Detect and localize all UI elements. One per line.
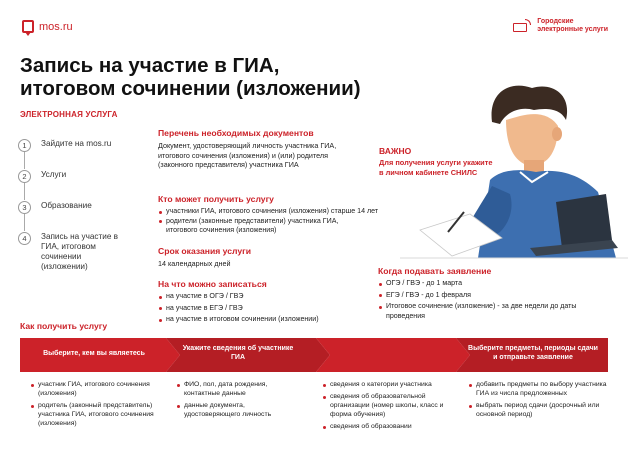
step-number: 2 xyxy=(18,170,31,183)
list-item: сведения об образовательной организации (номер школы, класс и форма обучения) xyxy=(322,392,450,419)
list-item: добавить предметы по выбору участника ГИА из числа предложенных xyxy=(468,380,608,398)
list-item: данные документа, удостоверяющего личность xyxy=(176,401,298,419)
important-text: Для получения услуги укажите в личном кабинете СНИЛС xyxy=(379,158,493,177)
list-item: ФИО, пол, дата рождения, контактные данные xyxy=(176,380,298,398)
list-item: участник ГИА, итогового сочинения (изложения) xyxy=(30,380,158,398)
step-text: Образование xyxy=(41,201,92,210)
documents-heading: Перечень необходимых документов xyxy=(158,128,314,138)
list-item: на участие в ОГЭ / ГВЭ xyxy=(158,292,368,302)
mos-logo-icon xyxy=(22,20,34,33)
stage-label: Выберите предметы, периоды сдачи и отправьте заявление xyxy=(468,345,598,361)
step-connector xyxy=(24,213,25,231)
logo-text: mos.ru xyxy=(39,20,73,33)
list-item: участники ГИА, итогового сочинения (изложения) старше 14 лет xyxy=(158,207,428,217)
list-item: родители (законные представители) участника ГИА, итогового сочинения (изложения) xyxy=(158,217,368,236)
how-heading: Как получить услугу xyxy=(20,321,108,331)
list-item: ОГЭ / ГВЭ - до 1 марта xyxy=(378,279,608,289)
documents-section xyxy=(158,128,358,170)
step-2 xyxy=(18,170,131,183)
list-item: на участие в итоговом сочинении (изложении) xyxy=(158,315,368,325)
term-section xyxy=(158,246,251,269)
list-item: сведения об образовании xyxy=(322,422,450,431)
term-text: 14 календарных дней xyxy=(158,259,231,268)
important-heading: ВАЖНО xyxy=(379,146,412,156)
important-note xyxy=(379,146,499,177)
subtitle: ЭЛЕКТРОННАЯ УСЛУГА xyxy=(20,110,118,119)
who-heading: Кто может получить услугу xyxy=(158,194,274,204)
gu-line2: электронные услуги xyxy=(537,26,608,33)
term-heading: Срок оказания услуги xyxy=(158,246,251,256)
gu-logo[interactable] xyxy=(511,18,608,34)
signup-heading: На что можно записаться xyxy=(158,279,267,289)
how-col-2 xyxy=(176,380,298,422)
list-item: сведения о категории участника xyxy=(322,380,450,389)
title-line2: итоговом сочинении (изложении) xyxy=(20,77,361,100)
how-col-4 xyxy=(468,380,608,422)
signup-section xyxy=(158,279,368,325)
step-connector xyxy=(24,151,25,169)
how-col-1 xyxy=(30,380,158,431)
when-heading: Когда подавать заявление xyxy=(378,266,492,276)
step-3 xyxy=(18,201,131,214)
list-item: Итоговое сочинение (изложение) - за две недели до даты проведения xyxy=(378,302,608,321)
step-text: Услуги xyxy=(41,170,67,179)
step-text: Зайдите на mos.ru xyxy=(41,139,112,148)
stage-label: Выберите, кем вы являетесь xyxy=(43,350,145,357)
step-number: 3 xyxy=(18,201,31,214)
step-1 xyxy=(18,139,131,152)
step-number: 1 xyxy=(18,139,31,152)
title-line1: Запись на участие в ГИА, xyxy=(20,54,280,77)
step-number: 4 xyxy=(18,232,31,245)
gu-text xyxy=(537,18,608,34)
list-item: родитель (законный представитель) участника ГИА, итогового сочинения (изложения) xyxy=(30,401,158,428)
step-4 xyxy=(18,232,127,272)
list-item: на участие в ЕГЭ / ГВЭ xyxy=(158,304,368,314)
how-col-3 xyxy=(322,380,450,434)
list-item: ЕГЭ / ГВЭ - до 1 февраля xyxy=(378,291,608,301)
list-item: выбрать период сдачи (досрочный или основной период) xyxy=(468,401,608,419)
step-connector xyxy=(24,182,25,200)
step-text: Запись на участие в ГИА, итоговом сочинении (изложении) xyxy=(41,232,118,271)
laptop-signal-icon xyxy=(511,19,531,33)
arrow-stage-3 xyxy=(316,338,470,372)
when-section xyxy=(378,266,608,321)
gu-line1: Городские xyxy=(537,18,574,25)
mos-logo[interactable] xyxy=(22,20,73,33)
stage-label: Укажите сведения об участнике ГИА xyxy=(182,345,294,361)
documents-text: Документ, удостоверяющий личность участника ГИА, итогового сочинения (изложения) и (или) родителя (законного представителя) участника ГИА xyxy=(158,141,337,169)
